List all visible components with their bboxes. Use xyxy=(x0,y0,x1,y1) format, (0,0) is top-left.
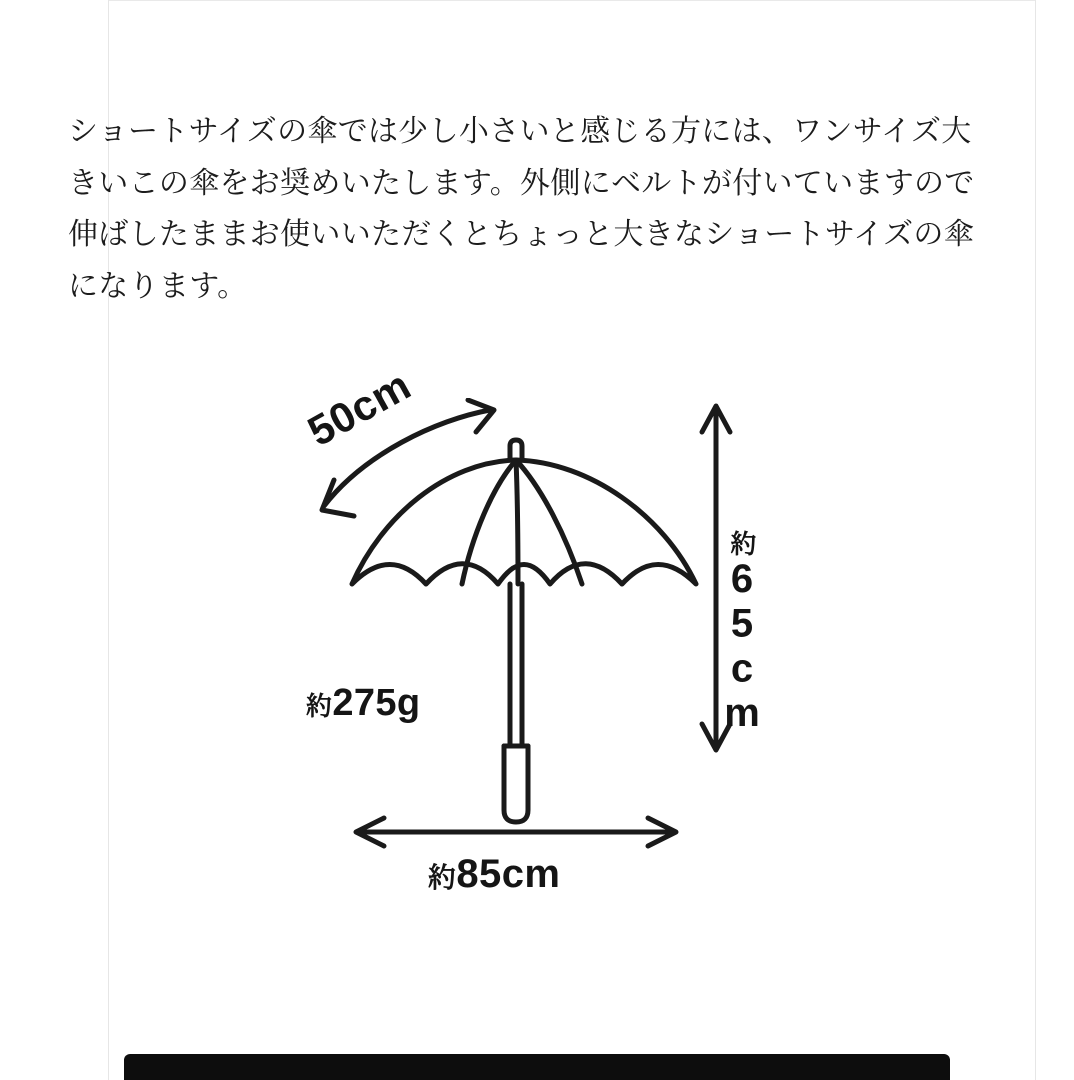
label-weight-prefix: 約 xyxy=(306,691,333,721)
label-height-prefix: 約 xyxy=(727,530,757,557)
label-width-prefix: 約 xyxy=(428,862,457,893)
umbrella-illustration xyxy=(352,440,696,822)
page-edge-right xyxy=(1035,0,1036,1080)
label-span: 50cm xyxy=(300,361,419,456)
product-description: ショートサイズの傘では少し小さいと感じる方には、ワンサイズ大きいこの傘をお奨めいたします。外側にベルトが付いていますので伸ばしたままお使いいただくとちょっと大きなショートサイズの傘になります。 xyxy=(68,115,975,303)
label-weight-value: 275g xyxy=(332,682,421,724)
label-height xyxy=(722,530,762,736)
label-height-value: 65cm xyxy=(720,556,764,737)
label-width-value: 85cm xyxy=(456,852,561,896)
page-top-rule xyxy=(108,0,1036,1)
bottom-bar xyxy=(124,1054,950,1080)
label-width xyxy=(428,852,560,897)
label-weight xyxy=(306,682,421,725)
